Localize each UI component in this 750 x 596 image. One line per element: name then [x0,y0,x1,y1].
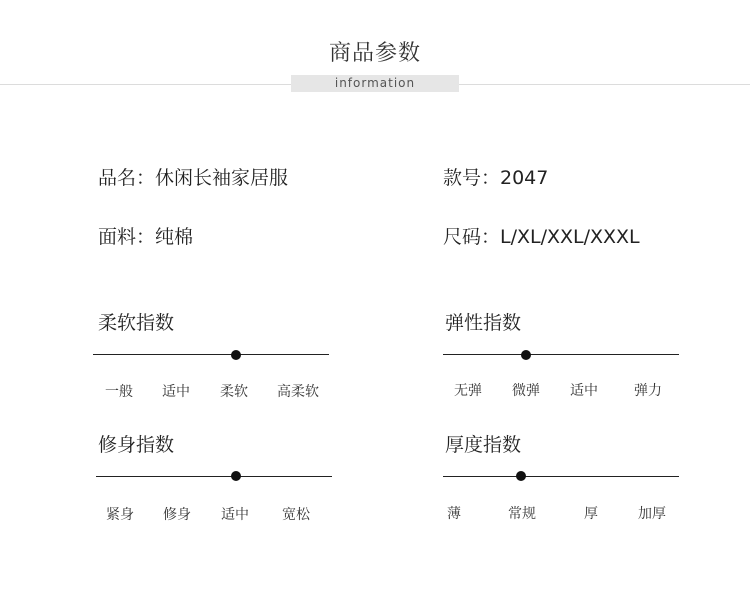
thickness-marker [516,471,526,481]
thickness-level-4: 加厚 [638,506,666,522]
elasticity-level-2: 微弹 [512,383,540,399]
softness-level-1: 一般 [105,384,133,400]
fit-track [96,476,332,477]
thickness-index-title: 厚度指数 [445,434,522,456]
elasticity-marker [521,350,531,360]
fit-level-4: 宽松 [282,507,310,523]
page-subtitle: information [291,75,459,92]
spec-model-number: 款号：2047 [443,167,549,189]
softness-index-title: 柔软指数 [98,312,175,334]
fit-level-3: 适中 [221,507,249,523]
thickness-level-1: 薄 [447,506,461,522]
softness-track [93,354,329,355]
fit-level-2: 修身 [163,507,191,523]
elasticity-level-4: 弹力 [634,383,662,399]
softness-level-2: 适中 [162,384,190,400]
spec-product-name: 品名：休闲长袖家居服 [98,167,289,189]
elasticity-level-3: 适中 [570,383,598,399]
softness-level-3: 柔软 [220,384,248,400]
thickness-level-3: 厚 [584,506,598,522]
elasticity-index-title: 弹性指数 [445,312,522,334]
elasticity-track [443,354,679,355]
softness-marker [231,350,241,360]
fit-marker [231,471,241,481]
fit-index-title: 修身指数 [98,434,175,456]
thickness-track [443,476,679,477]
fit-level-1: 紧身 [106,507,134,523]
page-title: 商品参数 [328,41,421,66]
softness-level-4: 高柔软 [277,384,319,400]
spec-size: 尺码：L/XL/XXL/XXXL [443,226,640,248]
thickness-level-2: 常规 [508,506,536,522]
spec-fabric: 面料：纯棉 [98,226,194,248]
elasticity-level-1: 无弹 [454,383,482,399]
